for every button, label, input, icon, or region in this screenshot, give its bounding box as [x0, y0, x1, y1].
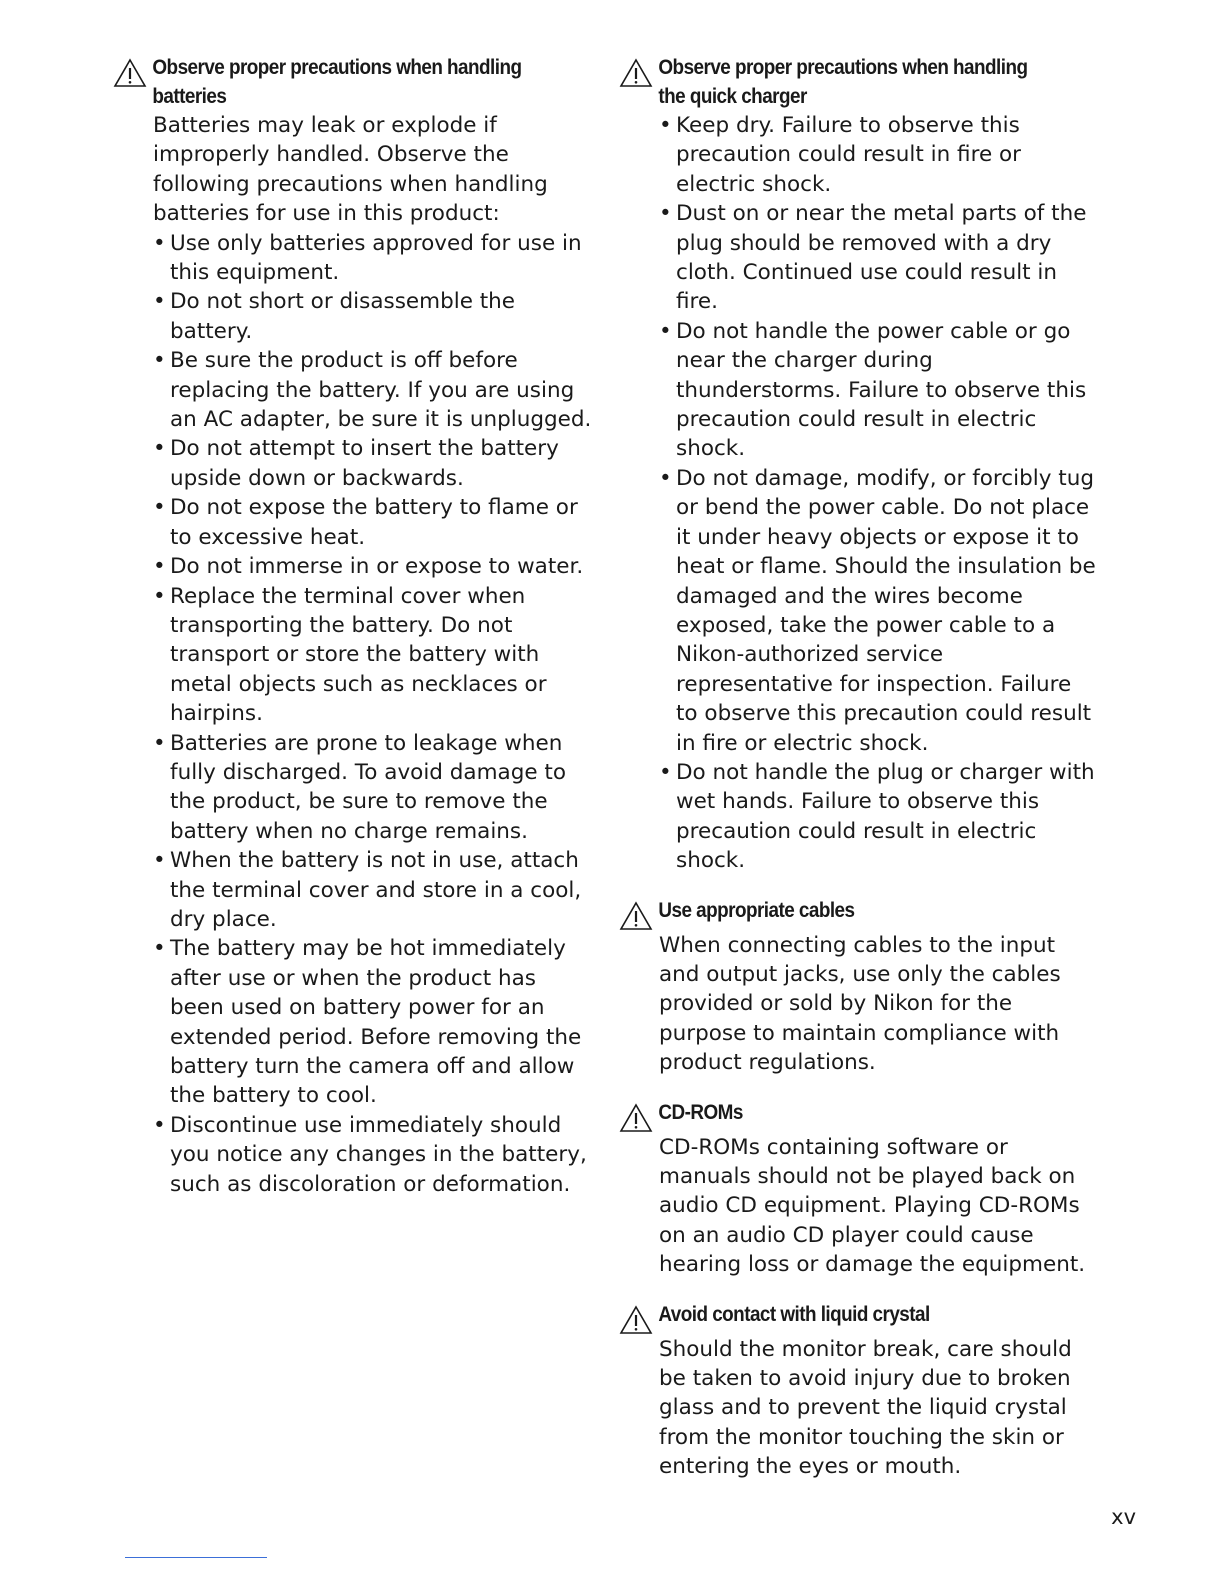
warning-triangle-icon	[619, 1305, 653, 1335]
warning-triangle-icon	[619, 58, 653, 88]
warning-section	[113, 53, 593, 1199]
section-intro: CD-ROMs containing software or manuals should not be played back on audio CD equipment. Playing CD-ROMs on an audio CD player could cause hearing loss or damage the equipment.	[659, 1134, 1086, 1278]
list-item: • Discontinue use immediately should you notice any changes in the battery, such as discoloration or deformation.	[153, 1111, 593, 1199]
section-intro: Should the monitor break, care should be taken to avoid injury due to broken glass and to prevent the liquid crystal from the monitor touching the skin or entering the eyes or mouth.	[659, 1336, 1072, 1480]
section-body	[619, 1133, 1099, 1280]
list-item: • The battery may be hot immediately after use or when the product has been used on battery power for an extended period. Before removing the battery turn the camera off and allow the battery to cool.	[153, 934, 593, 1110]
section-header	[619, 1300, 1099, 1335]
section-body	[619, 931, 1099, 1078]
warning-triangle-icon	[113, 58, 147, 88]
section-header	[113, 53, 593, 111]
warning-section	[619, 896, 1099, 1078]
section-intro: Batteries may leak or explode if improperly handled. Observe the following precautions when handling batteries for use in this product:	[153, 113, 548, 227]
warning-section	[619, 1300, 1099, 1482]
list-item: • Do not attempt to insert the battery upside down or backwards.	[153, 434, 593, 493]
list-item: • Dust on or near the metal parts of the plug should be removed with a dry cloth. Continued use could result in fire.	[659, 199, 1099, 317]
page-number: xv	[1111, 1505, 1136, 1529]
bottom-rule	[125, 1557, 267, 1558]
warning-section	[619, 1098, 1099, 1280]
bullet-list	[153, 229, 593, 1199]
section-header	[619, 896, 1099, 931]
list-item: • Do not immerse in or expose to water.	[153, 552, 593, 581]
list-item: • Do not handle the power cable or go near the charger during thunderstorms. Failure to observe this precaution could result in electric shock.	[659, 317, 1099, 464]
list-item: • Do not handle the plug or charger with wet hands. Failure to observe this precaution could result in electric shock.	[659, 758, 1099, 876]
list-item: • Do not expose the battery to flame or to excessive heat.	[153, 493, 593, 552]
warning-section	[619, 53, 1099, 876]
list-item: • Batteries are prone to leakage when fully discharged. To avoid damage to the product, be sure to remove the battery when no charge remains.	[153, 729, 593, 847]
bullet-list	[659, 111, 1099, 876]
list-item: • Replace the terminal cover when transporting the battery. Do not transport or store the battery with metal objects such as necklaces or hairpins.	[153, 582, 593, 729]
list-item: • Be sure the product is off before replacing the battery. If you are using an AC adapter, be sure it is unplugged.	[153, 346, 593, 434]
section-heading: CD-ROMs	[658, 1100, 743, 1124]
section-heading: Use appropriate cables	[658, 898, 855, 922]
list-item: • Use only batteries approved for use in this equipment.	[153, 229, 593, 288]
section-body	[619, 1335, 1099, 1482]
section-heading: Avoid contact with liquid crystal	[658, 1302, 930, 1326]
section-body	[619, 111, 1099, 876]
list-item: • When the battery is not in use, attach the terminal cover and store in a cool, dry place.	[153, 846, 593, 934]
section-heading: Observe proper precautions when handling batteries	[152, 56, 522, 108]
section-header	[619, 1098, 1099, 1133]
section-intro: When connecting cables to the input and output jacks, use only the cables provided or sold by Nikon for the purpose to maintain compliance with product regulations.	[659, 932, 1061, 1076]
section-body	[113, 111, 593, 1199]
section-heading: Observe proper precautions when handling the quick charger	[658, 56, 1028, 108]
warning-triangle-icon	[619, 901, 653, 931]
left-column	[113, 53, 593, 1219]
right-column	[619, 53, 1099, 1502]
warning-triangle-icon	[619, 1103, 653, 1133]
list-item: • Do not short or disassemble the battery.	[153, 287, 593, 346]
list-item: • Do not damage, modify, or forcibly tug or bend the power cable. Do not place it under heavy objects or expose it to heat or flame. Should the insulation be damaged and the wires become exposed, take the power cable to a Nikon-authorized service representative for inspection. Failure to observe this precaution could result in fire or electric shock.	[659, 464, 1099, 758]
section-header	[619, 53, 1099, 111]
list-item: • Keep dry. Failure to observe this precaution could result in fire or electric shock.	[659, 111, 1099, 199]
